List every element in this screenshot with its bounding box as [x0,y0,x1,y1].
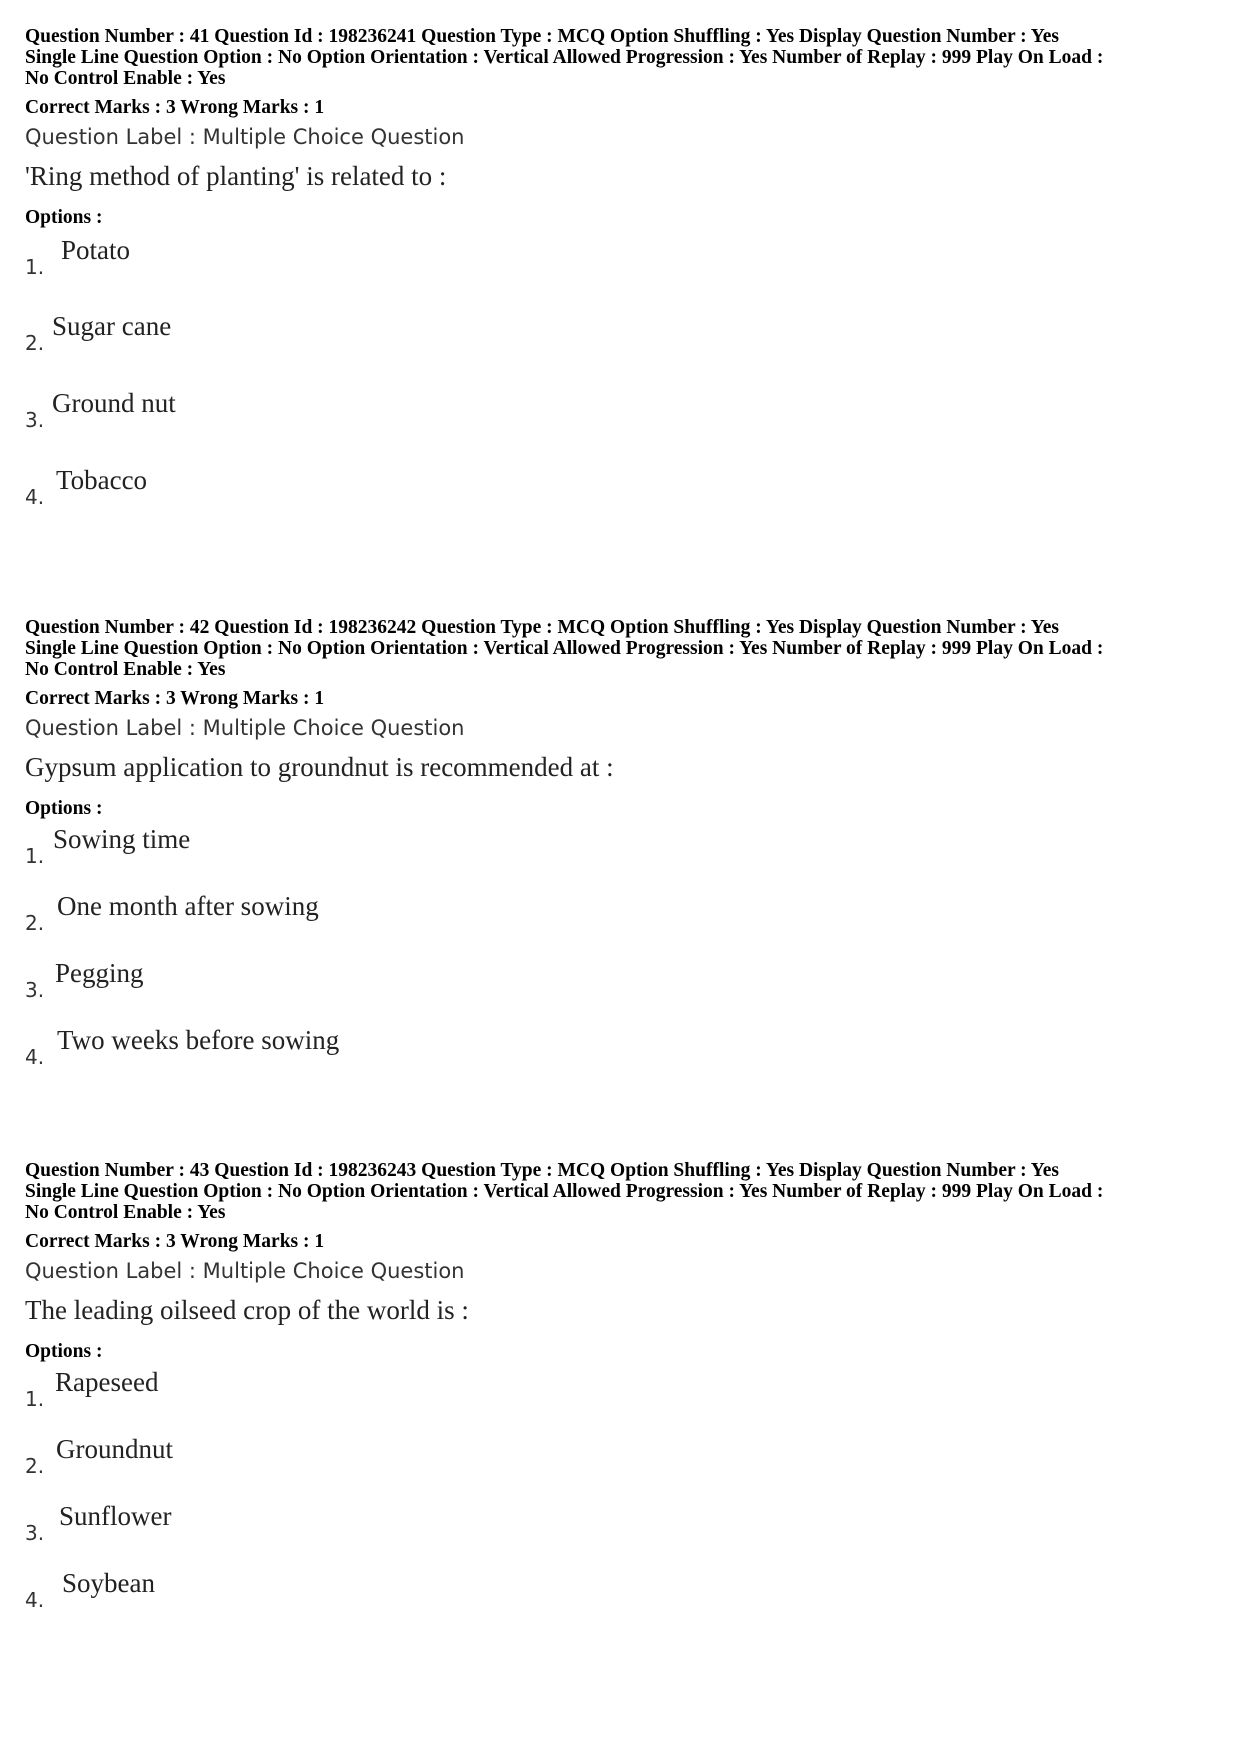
options-heading: Options : [25,207,103,228]
option-number: 3. [25,1521,45,1545]
question-meta-line: Question Number : 42 Question Id : 198236242 Question Type : MCQ Option Shuffling : Yes Display Question Number : Yes [25,617,1059,638]
options-list [25,824,1225,1092]
question-meta-line: Single Line Question Option : No Option Orientation : Vertical Allowed Progression : Yes Number of Replay : 999 Play On Load : [25,47,1104,68]
question-meta-line: Single Line Question Option : No Option Orientation : Vertical Allowed Progression : Yes Number of Replay : 999 Play On Load : [25,1181,1104,1202]
question-marks: Correct Marks : 3 Wrong Marks : 1 [25,688,325,709]
question-text: Gypsum application to groundnut is recommended at : [25,752,614,782]
option-item[interactable] [25,1434,1225,1501]
option-item[interactable] [25,1025,1225,1092]
option-text: Potato [61,235,131,265]
question-block-42 [25,617,1225,1092]
option-number: 2. [25,911,45,935]
option-text: Groundnut [56,1434,173,1464]
question-label: Question Label : Multiple Choice Question [25,716,465,740]
question-meta-line: No Control Enable : Yes [25,659,226,680]
question-marks: Correct Marks : 3 Wrong Marks : 1 [25,1231,325,1252]
question-meta-line: Question Number : 43 Question Id : 198236243 Question Type : MCQ Option Shuffling : Yes Display Question Number : Yes [25,1160,1059,1181]
option-item[interactable] [25,235,1225,311]
option-text: Soybean [62,1568,155,1598]
question-block-43 [25,1160,1225,1635]
option-text: Pegging [55,958,144,988]
option-item[interactable] [25,388,1225,465]
option-number: 1. [25,844,45,868]
question-text: 'Ring method of planting' is related to : [25,161,447,191]
option-text: Tobacco [56,465,148,495]
option-text: Rapeseed [55,1367,159,1397]
option-item[interactable] [25,824,1225,891]
option-item[interactable] [25,465,1225,542]
option-text: Sowing time [53,824,191,854]
question-meta-line: No Control Enable : Yes [25,68,226,89]
option-text: One month after sowing [57,891,319,921]
option-number: 3. [25,408,45,432]
question-label: Question Label : Multiple Choice Question [25,1259,465,1283]
options-list [25,1367,1225,1635]
options-heading: Options : [25,798,103,819]
question-meta-line: Single Line Question Option : No Option Orientation : Vertical Allowed Progression : Yes Number of Replay : 999 Play On Load : [25,638,1104,659]
question-text: The leading oilseed crop of the world is : [25,1295,469,1325]
option-number: 2. [25,1454,45,1478]
options-heading: Options : [25,1341,103,1362]
question-meta-line: Question Number : 41 Question Id : 198236241 Question Type : MCQ Option Shuffling : Yes Display Question Number : Yes [25,26,1059,47]
question-meta-line: No Control Enable : Yes [25,1202,226,1223]
option-number: 4. [25,1045,45,1069]
options-list [25,235,1225,542]
option-number: 1. [25,255,45,279]
option-item[interactable] [25,1367,1225,1434]
option-item[interactable] [25,1501,1225,1568]
option-number: 2. [25,331,45,355]
option-text: Ground nut [52,388,176,418]
option-text: Two weeks before sowing [57,1025,340,1055]
option-number: 1. [25,1387,45,1411]
option-number: 4. [25,485,45,509]
question-marks: Correct Marks : 3 Wrong Marks : 1 [25,97,325,118]
option-text: Sugar cane [52,311,172,341]
option-number: 4. [25,1588,45,1612]
option-item[interactable] [25,891,1225,958]
option-item[interactable] [25,1568,1225,1635]
option-text: Sunflower [59,1501,172,1531]
question-label: Question Label : Multiple Choice Question [25,125,465,149]
option-item[interactable] [25,958,1225,1025]
option-number: 3. [25,978,45,1002]
option-item[interactable] [25,311,1225,388]
question-block-41 [25,26,1225,542]
